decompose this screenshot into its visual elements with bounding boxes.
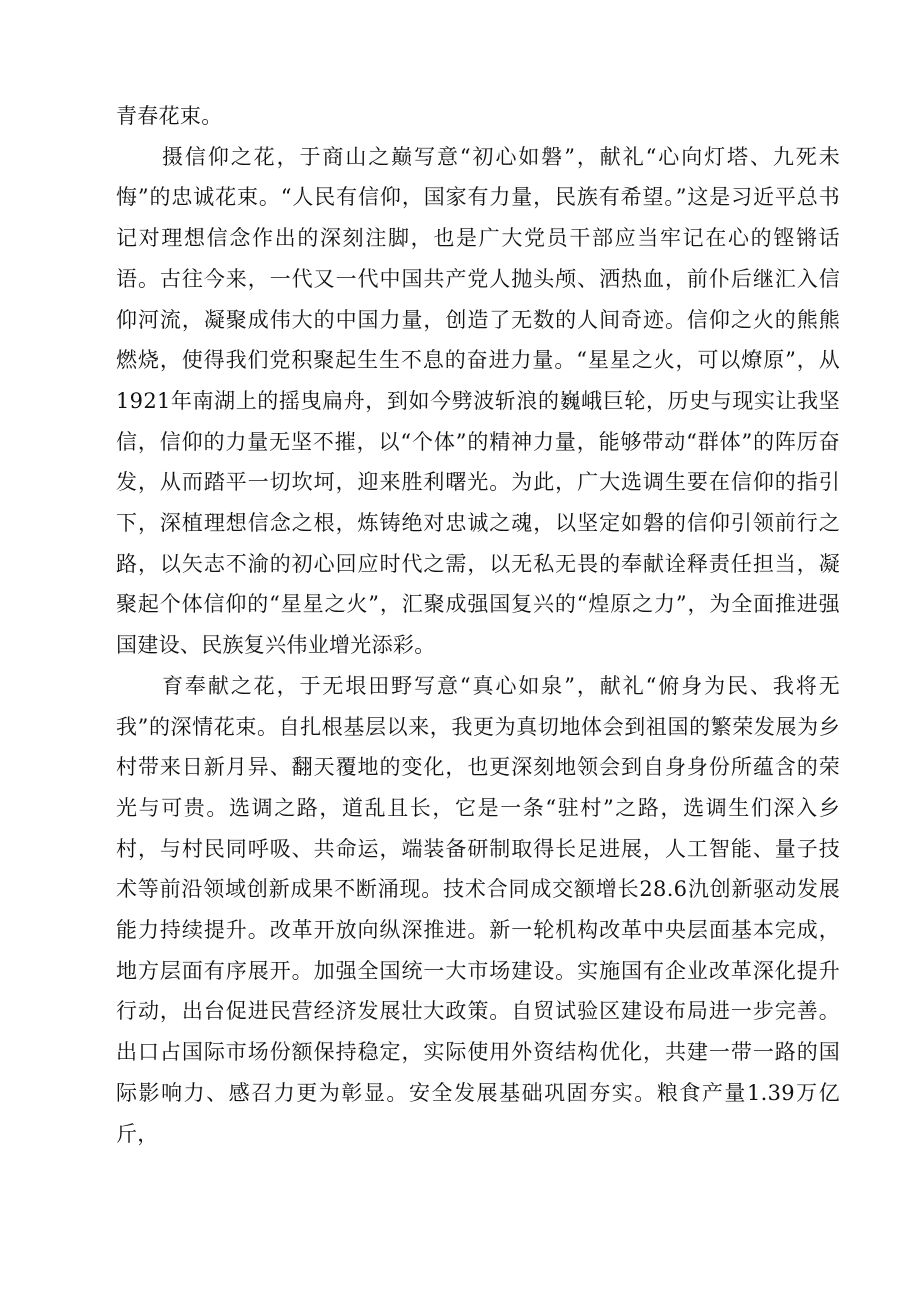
- paragraph-faith-flower: 摄信仰之花，于商山之巅写意“初心如磐”，献礼“心向灯塔、九死未悔”的忠诚花束。“人民有信仰，国家有力量，民族有希望。”这是习近平总书记对理想信念作出的深刻注脚，也是广大党员干部应当牢记在心的铿锵话语。古往今来，一代又一代中国共产党人抛头颅、洒热血，前仆后继汇入信仰河流，凝聚成伟大的中国力量，创造了无数的人间奇迹。信仰之火的熊熊燃烧，使得我们党积聚起生生不息的奋进力量。“星星之火，可以燎原”，从1921年南湖上的摇曳扁舟，到如今劈波斩浪的巍峨巨轮，历史与现实让我坚信，信仰的力量无坚不摧，以“个体”的精神力量，能够带动“群体”的阵厉奋发，从而踏平一切坎坷，迎来胜利曙光。为此，广大选调生要在信仰的指引下，深植理想信念之根，炼铸绝对忠诚之魂，以坚定如磐的信仰引领前行之路，以矢志不渝的初心回应时代之需，以无私无畏的奉献诠释责任担当，凝聚起个体信仰的“星星之火”，汇聚成强国复兴的“煌原之力”，为全面推进强国建设、民族复兴伟业增光添彩。: [116, 144, 840, 658]
- paragraph-continuation: 青春花束。: [116, 104, 223, 128]
- document-body: [116, 96, 840, 1154]
- paragraph-dedication-flower: 育奉献之花，于无垠田野写意“真心如泉”，献礼“俯身为民、我将无我”的深情花束。自扎根基层以来，我更为真切地体会到祖国的繁荣发展为乡村带来日新月异、翻天覆地的变化，也更深刻地领会到自身身份所蕴含的荣光与可贵。选调之路，道乱且长，它是一条“驻村”之路，选调生们深入乡村，与村民同呼吸、共命运，端装备研制取得长足进展，人工智能、量子技术等前沿领域创新成果不断涌现。技术合同成交额增长28.6氿创新驱动发展能力持续提升。改革开放向纵深推进。新一轮机构改革中央层面基本完成，地方层面有序展开。加强全国统一大市场建设。实施国有企业改革深化提升行动，出台促进民营经济发展壮大政策。自贸试验区建设布局进一步完善。出口占国际市场份额保持稳定，实际使用外资结构优化，共建一带一路的国际影响力、感召力更为彰显。安全发展基础巩固夯实。粮食产量1.39万亿斤，: [116, 673, 840, 1146]
